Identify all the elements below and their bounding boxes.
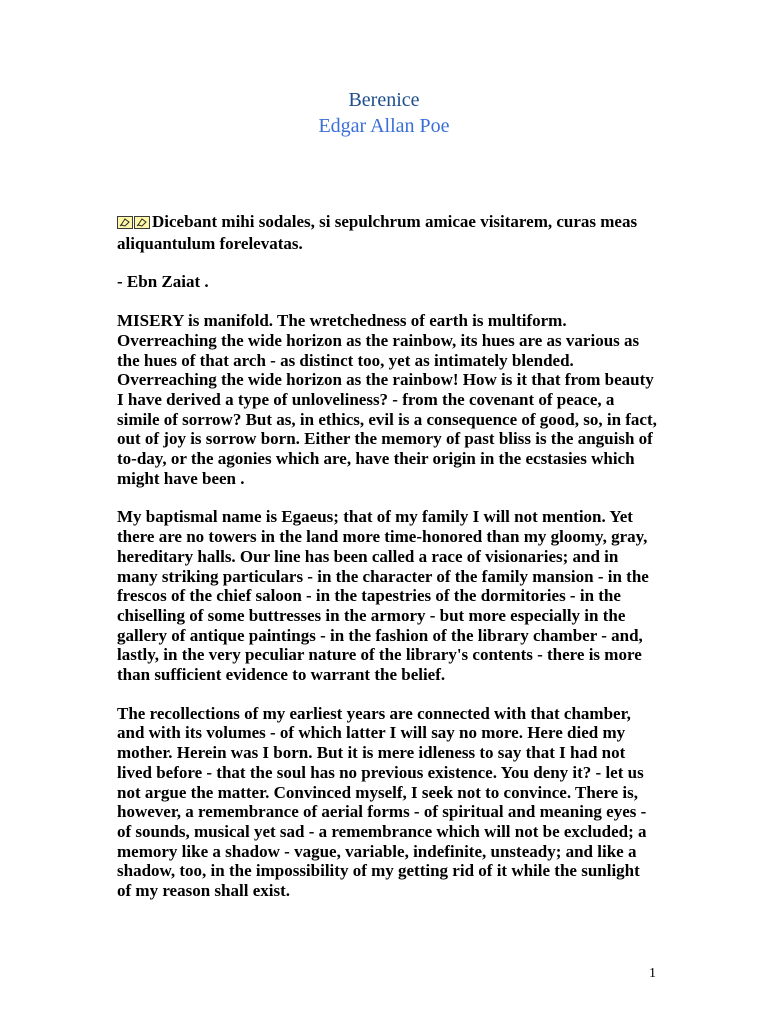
paragraph: The recollections of my earliest years are connected with that chamber, and with its volumes - of which latter I will say no more. Here died my mother. Herein was I born. But it is mere idleness to say that I had not lived before - that the soul has no previous existence. You deny it? - let us not argue the matter. Convinced myself, I seek not to convince. There is, however, a remembrance of aerial forms - of spiritual and meaning eyes - of sounds, musical yet sad - a remembrance which will not be excluded; a memory like a shadow - vague, variable, indefinite, unsteady; and like a shadow, too, in the impossibility of my getting rid of it while the sunlight of my reason shall exist. [117,703,647,901]
document-title: Berenice [348,89,420,111]
epigraph [117,212,657,253]
epigraph-text: Dicebant mihi sodales, si sepulchrum amicae visitarem, curas meas aliquantulum forelevatas. [117,212,638,253]
document-body [117,212,657,920]
paragraph: MISERY is manifold. The wretchedness of earth is multiform. Overreaching the wide horizon as the rainbow, its hues are as various as the hues of that arch - as distinct too, yet as intimately blended. Overreaching the wide horizon as the rainbow! How is it that from beauty I have derived a type of unloveliness? - from the covenant of peace, a simile of sorrow? But as, in ethics, evil is a consequence of good, so, in fact, out of joy is sorrow born. Either the memory of past bliss is the anguish of to-day, or the agonies which are, have their origin in the ecstasies which might have been . [117,311,657,488]
footnote-ornament-icon[interactable] [134,216,150,229]
page-number: 1 [649,966,656,981]
title-block [0,88,768,140]
footnote-ornament-icon[interactable] [117,216,133,229]
paragraph: My baptismal name is Egaeus; that of my family I will not mention. Yet there are no towers in the land more time-honored than my gloomy, gray, hereditary halls. Our line has been called a race of visionaries; and in many striking particulars - in the character of the family mansion - in the frescos of the chief saloon - in the tapestries of the dormitories - in the chiselling of some buttresses in the armory - but more especially in the gallery of antique paintings - in the fashion of the library chamber - and, lastly, in the very peculiar nature of the library's contents - there is more than sufficient evidence to warrant the belief. [117,507,649,685]
epigraph-attribution: - Ebn Zaiat . [117,272,209,292]
document-author: Edgar Allan Poe [318,115,450,137]
epigraph-icons [117,214,151,234]
